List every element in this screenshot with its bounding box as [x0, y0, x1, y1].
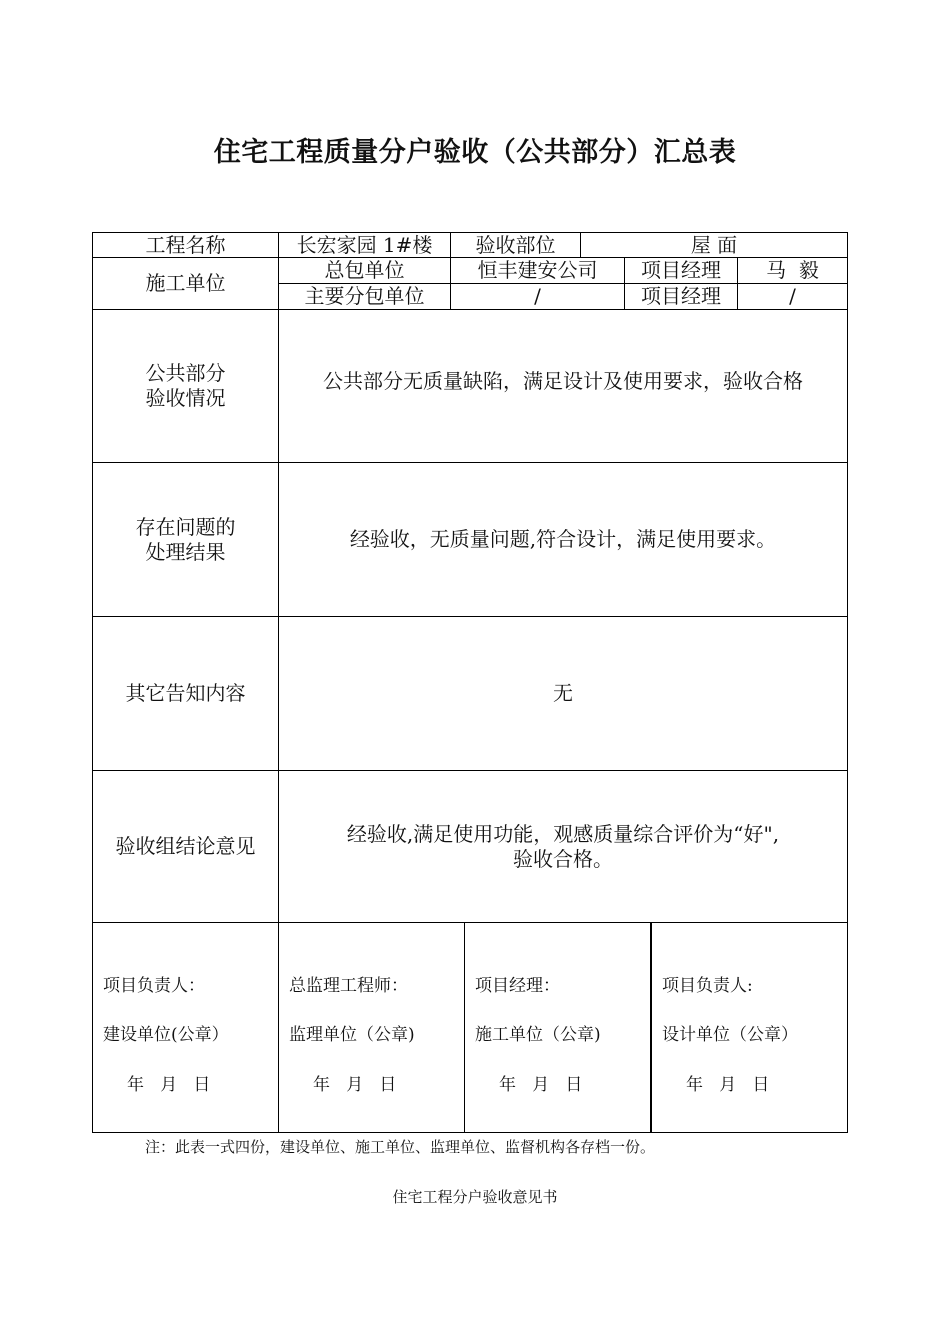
pm2-label: 项目经理	[624, 283, 738, 310]
conclusion-label: 验收组结论意见	[92, 770, 279, 923]
problem-handling-label	[92, 462, 279, 617]
subcontractor-label: 主要分包单位	[278, 283, 451, 310]
page-title: 住宅工程质量分户验收（公共部分）汇总表	[213, 137, 737, 168]
public-inspection-content: 公共部分无质量缺陷，满足设计及使用要求，验收合格	[278, 309, 848, 463]
conclusion-line: 验收合格。	[513, 846, 613, 871]
signature-role: 项目负责人:	[662, 976, 753, 996]
label-line: 验收情况	[145, 386, 226, 410]
signature-role: 总监理工程师：	[289, 976, 408, 996]
page-footer: 住宅工程分户验收意见书	[392, 1188, 558, 1206]
signature-unit: 设计单位（公章）	[662, 1025, 798, 1045]
pm-label: 项目经理	[624, 257, 738, 284]
conclusion-line: 经验收,满足使用功能，观感质量综合评价为“好",	[346, 821, 780, 846]
inspection-part-value: 屋 面	[580, 232, 848, 258]
label-line: 处理结果	[145, 539, 226, 564]
project-name-label: 工程名称	[92, 232, 279, 258]
signature-date: 年 月 日	[686, 1075, 770, 1095]
pm2-name: /	[737, 283, 848, 310]
conclusion-content	[278, 770, 848, 923]
other-notice-label: 其它告知内容	[92, 616, 279, 771]
signature-block-supervision	[278, 922, 465, 1133]
signature-date: 年 月 日	[127, 1075, 211, 1095]
signature-unit: 施工单位（公章)	[475, 1025, 601, 1045]
signature-unit: 监理单位（公章)	[289, 1025, 415, 1045]
label-line: 存在问题的	[135, 514, 236, 539]
inspection-part-label: 验收部位	[450, 232, 581, 258]
general-contractor-label: 总包单位	[278, 257, 451, 284]
table-note: 注：此表一式四份，建设单位、施工单位、监理单位、监督机构各存档一份。	[145, 1138, 656, 1156]
signature-unit: 建设单位(公章）	[103, 1025, 229, 1045]
signature-block-design	[651, 922, 848, 1133]
general-contractor-value: 恒丰建安公司	[450, 257, 625, 284]
signature-block-contractor	[464, 922, 651, 1133]
summary-table	[92, 232, 848, 1133]
construction-unit-label: 施工单位	[92, 257, 279, 310]
pm-name: 马 毅	[737, 257, 848, 284]
other-notice-content: 无	[278, 616, 848, 771]
label-line: 公共部分	[145, 361, 226, 385]
signature-block-construction	[92, 922, 279, 1133]
signature-date: 年 月 日	[313, 1075, 397, 1095]
signature-role: 项目经理：	[475, 976, 560, 996]
signature-role: 项目负责人：	[103, 976, 205, 996]
signature-date: 年 月 日	[499, 1075, 583, 1095]
project-name-value: 长宏家园 1#楼	[278, 232, 451, 258]
subcontractor-value: /	[450, 283, 625, 310]
problem-handling-content: 经验收，无质量问题,符合设计，满足使用要求。	[278, 462, 848, 617]
public-inspection-label	[92, 309, 279, 463]
